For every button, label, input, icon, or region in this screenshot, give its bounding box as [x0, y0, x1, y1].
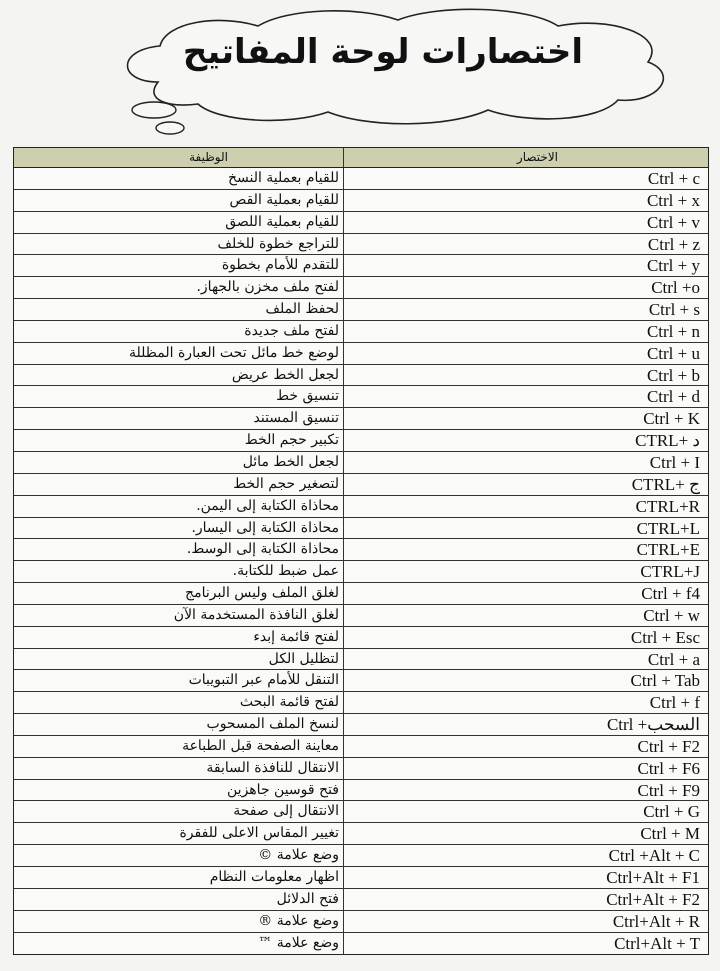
table-row — [14, 474, 708, 496]
function-cell: للقيام بعملية النسخ — [14, 168, 344, 189]
shortcut-cell: Ctrl + Esc — [630, 627, 700, 647]
shortcut-cell: Ctrl+Alt + R — [612, 911, 700, 931]
table-header-row — [14, 148, 708, 168]
shortcut-cell: Ctrl + G — [643, 802, 700, 822]
table-row — [14, 496, 708, 518]
table-row — [14, 605, 708, 627]
table-row — [14, 386, 708, 408]
table-row — [14, 539, 708, 561]
function-cell: وضع علامة © — [14, 845, 344, 866]
function-cell: تغيير المقاس الاعلى للفقرة — [14, 823, 344, 844]
shortcut-cell: Ctrl + b — [646, 365, 700, 385]
function-cell: للتراجع خطوة للخلف — [14, 234, 344, 255]
table-row — [14, 801, 708, 823]
table-row — [14, 234, 708, 256]
function-cell: لنسخ الملف المسحوب — [14, 714, 344, 735]
table-row — [14, 408, 708, 430]
table-row — [14, 583, 708, 605]
table-row — [14, 430, 708, 452]
function-cell: وضع علامة ® — [14, 911, 344, 932]
function-cell: فتح قوسين جاهزين — [14, 780, 344, 801]
shortcut-cell: CTRL+R — [635, 496, 700, 516]
shortcut-cell: Ctrl + s — [648, 300, 700, 320]
function-cell: اظهار معلومات النظام — [14, 867, 344, 888]
shortcut-cell: Ctrl + f — [649, 693, 700, 713]
function-cell: لتصغير حجم الخط — [14, 474, 344, 495]
function-cell: لفتح ملف مخزن بالجهاز. — [14, 277, 344, 298]
table-row — [14, 649, 708, 671]
table-row — [14, 933, 708, 955]
function-cell: الانتقال للنافذة السابقة — [14, 758, 344, 779]
function-cell: محاذاة الكتابة إلى اليسار. — [14, 518, 344, 539]
shortcut-cell: Ctrl + F9 — [637, 780, 700, 800]
shortcut-cell: Ctrl + w — [643, 605, 700, 625]
table-row — [14, 736, 708, 758]
shortcut-cell: Ctrl +o — [651, 278, 700, 298]
title-cloud — [88, 4, 678, 140]
shortcut-cell: Ctrl + u — [646, 343, 700, 363]
shortcuts-table — [13, 147, 709, 955]
table-row — [14, 168, 708, 190]
function-cell: تنسيق خط — [14, 386, 344, 407]
function-cell: تكبير حجم الخط — [14, 430, 344, 451]
header-function: الوظيفة — [14, 148, 344, 167]
function-cell: لحفظ الملف — [14, 299, 344, 320]
shortcut-cell: Ctrl+Alt + F2 — [606, 889, 700, 909]
function-cell: للقيام بعملية اللصق — [14, 212, 344, 233]
function-cell: معاينة الصفحة قبل الطباعة — [14, 736, 344, 757]
function-cell: محاذاة الكتابة إلى اليمن. — [14, 496, 344, 517]
function-cell: فتح الدلائل — [14, 889, 344, 910]
table-row — [14, 692, 708, 714]
shortcut-cell: Ctrl + K — [643, 409, 700, 429]
shortcut-cell: Ctrl + Tab — [630, 671, 700, 691]
shortcut-cell: Ctrl +Alt + C — [608, 846, 700, 866]
shortcut-cell: CTRL+J — [640, 562, 700, 582]
shortcut-cell: CTRL+ ج — [631, 474, 700, 494]
shortcut-cell: Ctrl + a — [647, 649, 700, 669]
cloud-shape — [88, 4, 678, 140]
shortcut-cell: CTRL+E — [636, 540, 700, 560]
table-row — [14, 452, 708, 474]
function-cell: لجعل الخط عريض — [14, 365, 344, 386]
function-cell: محاذاة الكتابة إلى الوسط. — [14, 539, 344, 560]
shortcut-cell: Ctrl + F2 — [637, 736, 700, 756]
shortcut-cell: CTRL+L — [636, 518, 700, 538]
function-cell: التنقل للأمام عبر التبويبات — [14, 670, 344, 691]
function-cell: تنسيق المستند — [14, 408, 344, 429]
table-row — [14, 780, 708, 802]
table-row — [14, 299, 708, 321]
function-cell: لفتح قائمة إبدء — [14, 627, 344, 648]
function-cell: لغلق النافذة المستخدمة الآن — [14, 605, 344, 626]
function-cell: وضع علامة ™ — [14, 933, 344, 955]
function-cell: عمل ضبط للكتابة. — [14, 561, 344, 582]
function-cell: الانتقال إلى صفحة — [14, 801, 344, 822]
table-row — [14, 365, 708, 387]
shortcut-cell: Ctrl + c — [647, 169, 700, 188]
function-cell: للقيام بعملية القص — [14, 190, 344, 211]
page-title: اختصارات لوحة المفاتيح — [182, 32, 584, 72]
table-row — [14, 277, 708, 299]
table-row — [14, 714, 708, 736]
table-row — [14, 321, 708, 343]
shortcut-cell: Ctrl + n — [646, 321, 700, 341]
table-row — [14, 627, 708, 649]
header-shortcut: الاختصار — [516, 150, 558, 164]
table-row — [14, 889, 708, 911]
table-row — [14, 758, 708, 780]
function-cell: لتظليل الكل — [14, 649, 344, 670]
function-cell: لجعل الخط مائل — [14, 452, 344, 473]
shortcut-cell: Ctrl + I — [649, 452, 700, 472]
table-row — [14, 190, 708, 212]
shortcut-cell: Ctrl + z — [647, 234, 700, 254]
function-cell: لوضع خط مائل تحت العبارة المظللة — [14, 343, 344, 364]
function-cell: لغلق الملف وليس البرنامج — [14, 583, 344, 604]
table-row — [14, 845, 708, 867]
table-row — [14, 561, 708, 583]
shortcut-cell: CTRL+ د — [635, 431, 700, 451]
table-row — [14, 670, 708, 692]
table-row — [14, 911, 708, 933]
shortcut-cell: Ctrl + v — [646, 212, 700, 232]
shortcut-cell: Ctrl+Alt + F1 — [606, 868, 700, 887]
shortcut-cell: Ctrl + f4 — [641, 584, 700, 604]
table-row — [14, 212, 708, 234]
shortcut-cell: Ctrl+Alt + T — [614, 933, 700, 953]
function-cell: لفتح ملف جديدة — [14, 321, 344, 342]
shortcut-cell: Ctrl + x — [646, 190, 700, 210]
table-body — [14, 168, 708, 954]
table-row — [14, 255, 708, 277]
table-row — [14, 343, 708, 365]
shortcut-cell: Ctrl +السحب — [606, 715, 700, 735]
function-cell: لفتح قائمة البحث — [14, 692, 344, 713]
shortcut-cell: Ctrl + F6 — [637, 758, 700, 778]
table-row — [14, 823, 708, 845]
shortcut-cell: Ctrl + M — [640, 824, 700, 844]
table-row — [14, 518, 708, 540]
function-cell: للتقدم للأمام بخطوة — [14, 255, 344, 276]
table-row — [14, 867, 708, 889]
shortcut-cell: Ctrl + y — [646, 256, 700, 276]
shortcut-cell: Ctrl + d — [646, 387, 700, 407]
